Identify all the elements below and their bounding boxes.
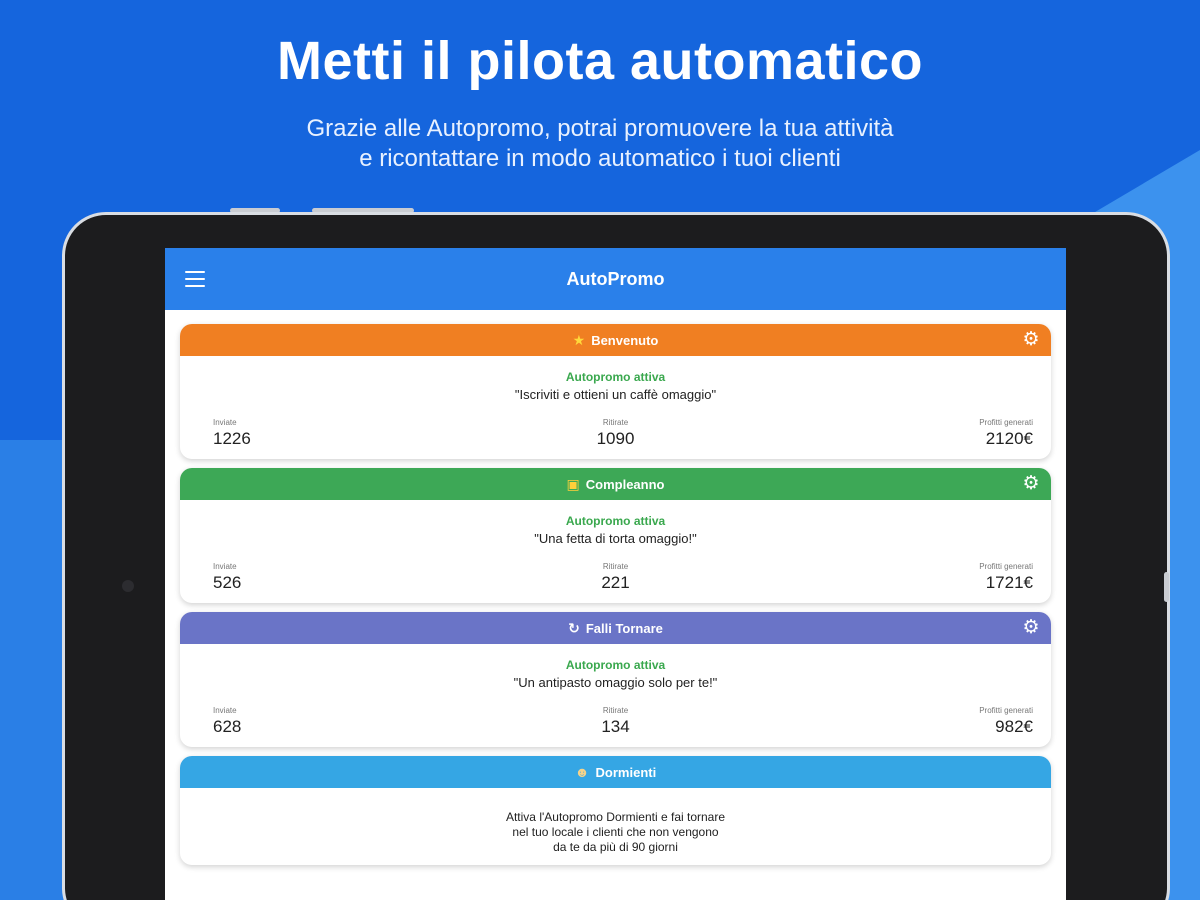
card-description bbox=[198, 806, 1033, 855]
description-line-1: Attiva l'Autopromo Dormienti e fai tornare bbox=[505, 810, 726, 824]
stat-label: Profitti generati bbox=[979, 706, 1033, 715]
card-title: Falli Tornare bbox=[585, 620, 663, 636]
card-title: Compleanno bbox=[585, 476, 665, 492]
sleeping-person-icon: ☻ bbox=[574, 764, 590, 780]
hamburger-menu-icon[interactable] bbox=[185, 271, 205, 287]
stat-redeemed bbox=[561, 562, 671, 593]
autopromo-card-compleanno[interactable] bbox=[180, 468, 1051, 603]
autopromo-card-benvenuto[interactable] bbox=[180, 324, 1051, 459]
stat-redeemed bbox=[561, 706, 671, 737]
app-bar bbox=[165, 248, 1066, 310]
card-header bbox=[180, 468, 1051, 500]
autopromo-card-falli-tornare[interactable] bbox=[180, 612, 1051, 747]
card-header bbox=[180, 756, 1051, 788]
stat-label: Inviate bbox=[213, 562, 237, 571]
stat-label: Profitti generati bbox=[979, 562, 1033, 571]
card-body bbox=[180, 644, 1051, 747]
promo-message: "Un antipasto omaggio solo per te!" bbox=[513, 675, 718, 690]
tablet-side-button bbox=[1164, 572, 1169, 602]
card-body bbox=[180, 788, 1051, 865]
promo-message: "Una fetta di torta omaggio!" bbox=[534, 531, 697, 546]
stat-profit bbox=[923, 562, 1033, 593]
stats-row bbox=[198, 562, 1033, 593]
stat-label: Ritirate bbox=[602, 706, 629, 715]
stat-sent bbox=[198, 562, 308, 593]
stat-sent bbox=[198, 706, 308, 737]
card-title: Benvenuto bbox=[591, 332, 659, 348]
stat-value: 1721€ bbox=[985, 573, 1033, 592]
refresh-icon: ↻ bbox=[568, 619, 580, 636]
promo-subline-line-1: Grazie alle Autopromo, potrai promuovere la tua attività bbox=[306, 115, 894, 142]
promo-message: "Iscriviti e ottieni un caffè omaggio" bbox=[514, 387, 717, 402]
stats-row bbox=[198, 706, 1033, 737]
stat-value: 134 bbox=[601, 717, 630, 736]
status-text: Autopromo attiva bbox=[565, 658, 666, 672]
card-body bbox=[180, 356, 1051, 459]
stat-label: Inviate bbox=[213, 418, 237, 427]
stat-label: Profitti generati bbox=[979, 418, 1033, 427]
card-header bbox=[180, 612, 1051, 644]
stat-value: 221 bbox=[601, 573, 630, 592]
status-text: Autopromo attiva bbox=[565, 514, 666, 528]
promo-subline-line-2: e ricontattare in modo automatico i tuoi clienti bbox=[359, 145, 841, 172]
stat-value: 628 bbox=[213, 717, 242, 736]
stat-label: Ritirate bbox=[602, 418, 629, 427]
gear-icon[interactable]: ⚙ bbox=[1022, 473, 1040, 494]
stats-row bbox=[198, 418, 1033, 449]
star-icon: ★ bbox=[572, 331, 586, 348]
stat-label: Ritirate bbox=[602, 562, 629, 571]
card-title: Dormienti bbox=[595, 764, 657, 780]
stat-value: 2120€ bbox=[985, 429, 1033, 448]
gear-icon[interactable]: ⚙ bbox=[1022, 617, 1040, 638]
tablet-camera bbox=[122, 580, 134, 592]
status-text: Autopromo attiva bbox=[565, 370, 666, 384]
stat-redeemed bbox=[561, 418, 671, 449]
stat-value: 1090 bbox=[596, 429, 635, 448]
card-header bbox=[180, 324, 1051, 356]
description-line-3: da te da più di 90 giorni bbox=[553, 840, 678, 854]
stat-label: Inviate bbox=[213, 706, 237, 715]
stat-value: 982€ bbox=[995, 717, 1033, 736]
autopromo-list bbox=[165, 310, 1066, 865]
promo-subline bbox=[0, 114, 1200, 174]
stat-profit bbox=[923, 418, 1033, 449]
gift-icon: ▣ bbox=[566, 475, 580, 492]
autopromo-card-dormienti[interactable] bbox=[180, 756, 1051, 865]
stat-value: 1226 bbox=[213, 429, 251, 448]
app-title: AutoPromo bbox=[566, 268, 665, 289]
gear-icon[interactable]: ⚙ bbox=[1022, 329, 1040, 350]
stat-sent bbox=[198, 418, 308, 449]
promo-headline: Metti il pilota automatico bbox=[276, 31, 924, 91]
card-body bbox=[180, 500, 1051, 603]
app-screen bbox=[165, 248, 1066, 900]
stat-value: 526 bbox=[213, 573, 242, 592]
stat-profit bbox=[923, 706, 1033, 737]
description-line-2: nel tuo locale i clienti che non vengono bbox=[512, 825, 719, 839]
